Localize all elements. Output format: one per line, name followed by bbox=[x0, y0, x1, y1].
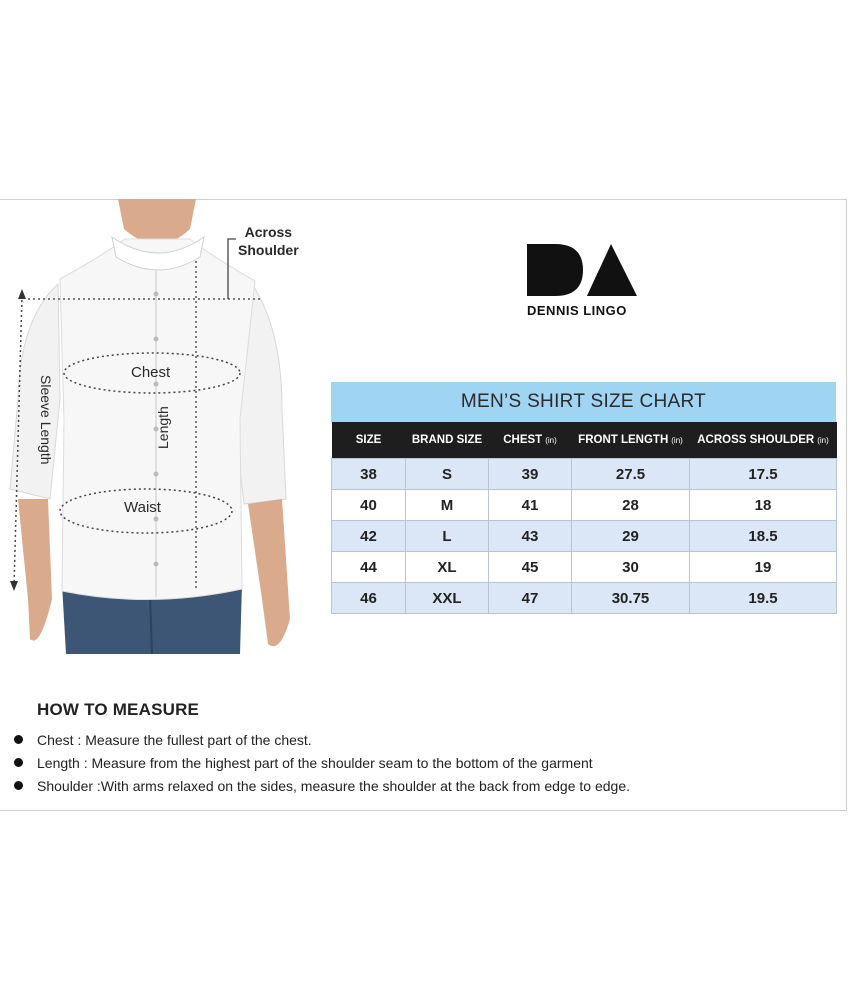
list-item bbox=[12, 754, 630, 777]
table-cell-size: 46 bbox=[332, 583, 406, 614]
chest-label: Chest bbox=[131, 364, 171, 381]
column-header-front-length-label: FRONT LENGTH bbox=[578, 434, 669, 446]
list-item-text: Length : Measure from the highest part of the shoulder seam to the bottom of the garment bbox=[37, 755, 593, 771]
table-cell-across-shoulder: 19.5 bbox=[690, 583, 837, 614]
table-row bbox=[332, 583, 837, 614]
how-to-measure-title: HOW TO MEASURE bbox=[37, 700, 200, 719]
table-row bbox=[332, 521, 837, 552]
table-cell-front-length: 27.5 bbox=[572, 459, 690, 490]
column-header-front-length-unit: (in) bbox=[671, 436, 683, 445]
size-chart bbox=[331, 382, 836, 614]
list-item-text: Shoulder :With arms relaxed on the sides, measure the shoulder at the back from edge to edge. bbox=[37, 778, 630, 794]
table-cell-chest: 41 bbox=[489, 490, 572, 521]
size-chart-header-row bbox=[332, 422, 837, 459]
table-cell-across-shoulder: 18.5 bbox=[690, 521, 837, 552]
table-cell-front-length: 30 bbox=[572, 552, 690, 583]
table-cell-chest: 47 bbox=[489, 583, 572, 614]
column-header-size bbox=[332, 422, 406, 459]
table-cell-brand-size: M bbox=[406, 490, 489, 521]
size-chart-table bbox=[331, 422, 837, 614]
bullet-icon bbox=[14, 781, 23, 790]
waist-label: Waist bbox=[124, 499, 161, 516]
table-cell-brand-size: L bbox=[406, 521, 489, 552]
table-cell-front-length: 29 bbox=[572, 521, 690, 552]
column-header-brand-size-label: BRAND SIZE bbox=[411, 434, 483, 446]
column-header-brand-size bbox=[406, 422, 489, 459]
table-cell-front-length: 28 bbox=[572, 490, 690, 521]
table-cell-brand-size: XXL bbox=[406, 583, 489, 614]
column-header-across-shoulder bbox=[690, 422, 837, 459]
table-cell-size: 44 bbox=[332, 552, 406, 583]
column-header-size-label: SIZE bbox=[355, 434, 382, 446]
across-shoulder-label bbox=[238, 223, 299, 259]
table-cell-across-shoulder: 17.5 bbox=[690, 459, 837, 490]
column-header-chest-unit: (in) bbox=[545, 436, 557, 445]
brand-name: DENNIS LINGO bbox=[527, 303, 627, 318]
table-row bbox=[332, 490, 837, 521]
column-header-across-shoulder-unit: (in) bbox=[817, 436, 829, 445]
shirt-measurement-figure bbox=[0, 199, 310, 651]
across-shoulder-label-line2: Shoulder bbox=[238, 242, 299, 258]
table-cell-brand-size: S bbox=[406, 459, 489, 490]
table-cell-size: 40 bbox=[332, 490, 406, 521]
table-cell-size: 38 bbox=[332, 459, 406, 490]
column-header-chest bbox=[489, 422, 572, 459]
table-row bbox=[332, 459, 837, 490]
how-to-measure-list bbox=[12, 731, 630, 800]
table-cell-chest: 39 bbox=[489, 459, 572, 490]
column-header-across-shoulder-label: ACROSS SHOULDER bbox=[697, 434, 815, 446]
size-chart-title: MEN’S SHIRT SIZE CHART bbox=[331, 382, 836, 422]
bullet-icon bbox=[14, 735, 23, 744]
list-item bbox=[12, 731, 630, 754]
across-shoulder-label-line1: Across bbox=[244, 224, 293, 240]
table-cell-brand-size: XL bbox=[406, 552, 489, 583]
table-cell-chest: 45 bbox=[489, 552, 572, 583]
bullet-icon bbox=[14, 758, 23, 767]
sleeve-length-label: Sleeve Length bbox=[38, 375, 54, 465]
table-cell-front-length: 30.75 bbox=[572, 583, 690, 614]
list-item-text: Chest : Measure the fullest part of the chest. bbox=[37, 732, 312, 748]
table-cell-across-shoulder: 19 bbox=[690, 552, 837, 583]
column-header-front-length bbox=[572, 422, 690, 459]
column-header-chest-label: CHEST bbox=[503, 434, 543, 446]
table-row bbox=[332, 552, 837, 583]
table-cell-across-shoulder: 18 bbox=[690, 490, 837, 521]
table-cell-size: 42 bbox=[332, 521, 406, 552]
list-item bbox=[12, 777, 630, 800]
table-cell-chest: 43 bbox=[489, 521, 572, 552]
length-label: Length bbox=[155, 406, 171, 449]
